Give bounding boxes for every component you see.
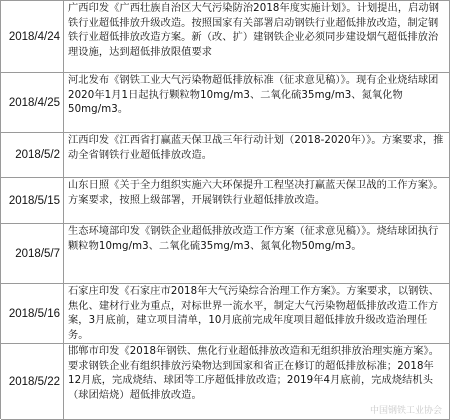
table-row bbox=[1, 133, 450, 178]
table-row bbox=[1, 1, 450, 73]
table-row bbox=[1, 284, 450, 344]
table-row bbox=[1, 73, 450, 133]
content-cell: 江西印发《江西省打赢蓝天保卫战三年行动计划（2018-2020年）》。方案要求，推动全省钢铁行业超低排放改造。 bbox=[64, 133, 450, 177]
content-cell: 广西印发《广西壮族自治区大气污染防治2018年度实施计划》。计划提出，启动钢铁行业超低排放升级改造。按照国家有关部署启动钢铁行业超低排放改造，制定钢铁行业超低排放改造方案。新（改、扩）建钢铁企业必须同步建设烟气超低排放治理设施，达到超低排放限值要求 bbox=[64, 1, 450, 72]
date-cell: 2018/4/24 bbox=[1, 1, 64, 72]
date-cell: 2018/5/22 bbox=[1, 344, 64, 419]
date-cell: 2018/5/16 bbox=[1, 284, 64, 343]
date-cell: 2018/5/7 bbox=[1, 224, 64, 283]
table-row bbox=[1, 178, 450, 224]
date-cell: 2018/5/15 bbox=[1, 178, 64, 223]
content-cell: 山东日照《关于全力组织实施六大环保提升工程坚决打赢蓝天保卫战的工作方案》。方案要求，按照上级部署，开展钢铁行业超低排放改造。 bbox=[64, 178, 450, 223]
table-row bbox=[1, 224, 450, 284]
watermark: 中国钢铁工业协会 bbox=[369, 406, 442, 416]
date-cell: 2018/5/2 bbox=[1, 133, 64, 177]
content-cell: 邯郸市印发《2018年钢铁、焦化行业超低排放改造和无组织排放治理实施方案》。要求钢铁企业有组织排放污染物达到国家和省正在修订的超低排放标准；2018年12月底，完成烧结、球团等工序超低排放改造；2019年4月底前，完成烧结机头（球团焙烧）超低排放改造。 bbox=[64, 344, 450, 419]
content-cell: 生态环境部印发《钢铁企业超低排放改造工作方案（征求意见稿）》。烧结球团执行颗粒物10mg/m3、二氧化硫35mg/m3、氮氧化物50mg/m3。 bbox=[64, 224, 450, 283]
date-cell: 2018/4/25 bbox=[1, 73, 64, 132]
content-cell: 河北发布《钢铁工业大气污染物超低排放标准（征求意见稿）》。现有企业烧结球团2020年1月1日起执行颗粒物10mg/m3、二氧化硫35mg/m3、氮氧化物50mg/m3。 bbox=[64, 73, 450, 132]
content-cell: 石家庄印发《石家庄市2018年大气污染综合治理工作方案》。方案要求，以钢铁、焦化、建材行业为重点，对标世界一流水平，制定大气污染物超低排放改造工作方案，3月底前，建立项目清单，10月底前完成年度项目超低排放升级改造治理任务。 bbox=[64, 284, 450, 343]
